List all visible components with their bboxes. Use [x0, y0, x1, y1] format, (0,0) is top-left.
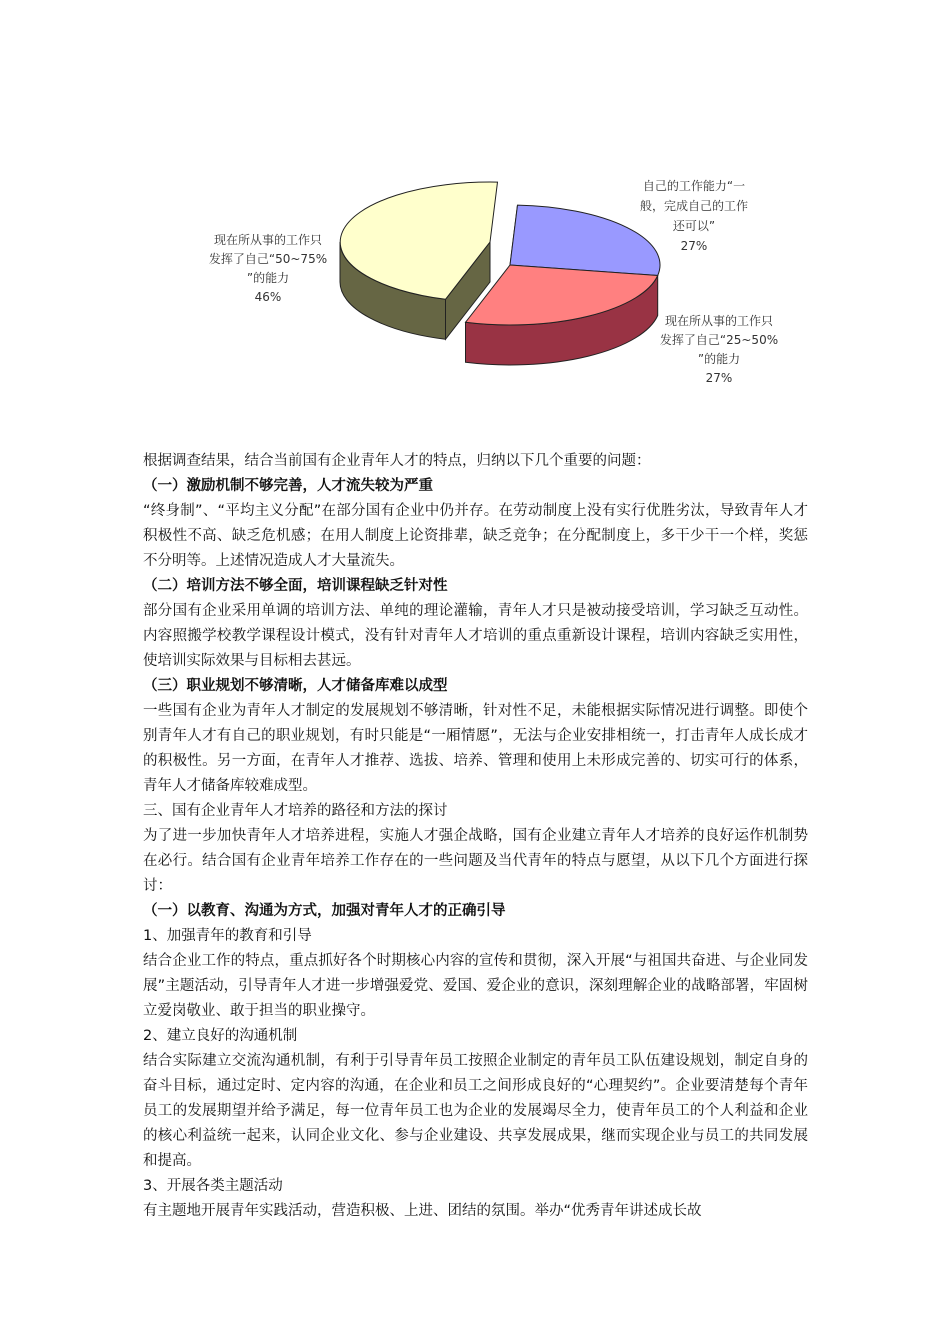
heading-incentive: （一）激励机制不够完善，人才流失较为严重: [143, 478, 433, 494]
paragraph-career: 一些国有企业为青年人才制定的发展规划不够清晰，针对性不足，未能根据实际情况进行调整。即使个别青年人才有自己的职业规划，有时只能是“一厢情愿”，无法与企业安排相统一，打击青年人成长成才的积极性。另一方面，在青年人才推荐、选拔、培养、管理和使用上未形成完善的、切实可行的体系，青年人才储备库较难成型。: [143, 703, 808, 794]
label-blue-line1: 自己的工作能力“一: [642, 179, 746, 193]
paragraph-item-3: 有主题地开展青年实践活动，营造积极、上进、团结的氛围。举办“优秀青年讲述成长故: [143, 1203, 702, 1219]
label-red-line3: ”的能力: [697, 352, 741, 366]
heading-career: （三）职业规划不够清晰，人才储备库难以成型: [143, 678, 448, 694]
label-red: [660, 313, 778, 385]
paragraph-incentive: “终身制”、“平均主义分配”在部分国有企业中仍并存。在劳动制度上没有实行优胜劣汰，导致青年人才积极性不高、缺乏危机感；在用人制度上论资排辈，缺乏竞争；在分配制度上，多干少干一个样，奖惩不分明等。上述情况造成人才大量流失。: [143, 503, 808, 569]
label-blue-line2: 般，完成自己的工作: [639, 199, 749, 213]
label-blue: [640, 178, 748, 253]
item-1-title: 1、加强青年的教育和引导: [143, 928, 312, 944]
section-three-title: 三、国有企业青年人才培养的路径和方法的探讨: [143, 803, 448, 819]
item-2-title: 2、建立良好的沟通机制: [143, 1028, 298, 1044]
label-yellow-line4: 46%: [254, 290, 282, 304]
label-blue-line4: 27%: [680, 239, 708, 253]
paragraph-training: 部分国有企业采用单调的培训方法、单纯的理论灌输，青年人才只是被动接受培训，学习缺乏互动性。内容照搬学校教学课程设计模式，没有针对青年人才培训的重点重新设计课程，培训内容缺乏实用性，使培训实际效果与目标相去甚远。: [143, 603, 808, 669]
label-yellow-line2: 发挥了自己“50~75%: [208, 252, 328, 266]
paragraph-item-1: 结合企业工作的特点，重点抓好各个时期核心内容的宣传和贯彻，深入开展“与祖国共奋进、与企业同发展”主题活动，引导青年人才进一步增强爱党、爱国、爱企业的意识，深刻理解企业的战略部署，牢固树立爱岗敬业、敢于担当的职业操守。: [143, 953, 808, 1019]
heading-training: （二）培训方法不够全面，培训课程缺乏针对性: [143, 578, 448, 594]
label-yellow-line1: 现在所从事的工作只: [213, 233, 323, 247]
intro-paragraph: 根据调查结果，结合当前国有企业青年人才的特点，归纳以下几个重要的问题：: [143, 453, 651, 469]
label-red-line2: 发挥了自己“25~50%: [659, 333, 779, 347]
label-yellow-line3: ”的能力: [246, 271, 290, 285]
item-3-title: 3、开展各类主题活动: [143, 1178, 283, 1194]
pie-chart: [180, 160, 820, 410]
label-red-line4: 27%: [705, 371, 733, 385]
heading-education: （一）以教育、沟通为方式，加强对青年人才的正确引导: [143, 903, 506, 919]
label-red-line1: 现在所从事的工作只: [664, 314, 774, 328]
label-blue-line3: 还可以”: [672, 219, 716, 233]
pie-chart-svg: [180, 160, 820, 410]
pie-slice-27-blue: [510, 205, 660, 275]
label-yellow: [209, 232, 327, 304]
paragraph-item-2: 结合实际建立交流沟通机制，有利于引导青年员工按照企业制定的青年员工队伍建设规划，制定自身的奋斗目标，通过定时、定内容的沟通，在企业和员工之间形成良好的“心理契约”。企业要清楚每个青年员工的发展期望并给予满足，每一位青年员工也为企业的发展竭尽全力，使青年员工的个人利益和企业的核心利益统一起来，认同企业文化、参与企业建设、共享发展成果，继而实现企业与员工的共同发展和提高。: [143, 1053, 808, 1169]
document-body: [143, 449, 808, 1224]
paragraph-section-three: 为了进一步加快青年人才培养进程，实施人才强企战略，国有企业建立青年人才培养的良好运作机制势在必行。结合国有企业青年培养工作存在的一些问题及当代青年的特点与愿望，从以下几个方面进行探讨：: [143, 828, 808, 894]
